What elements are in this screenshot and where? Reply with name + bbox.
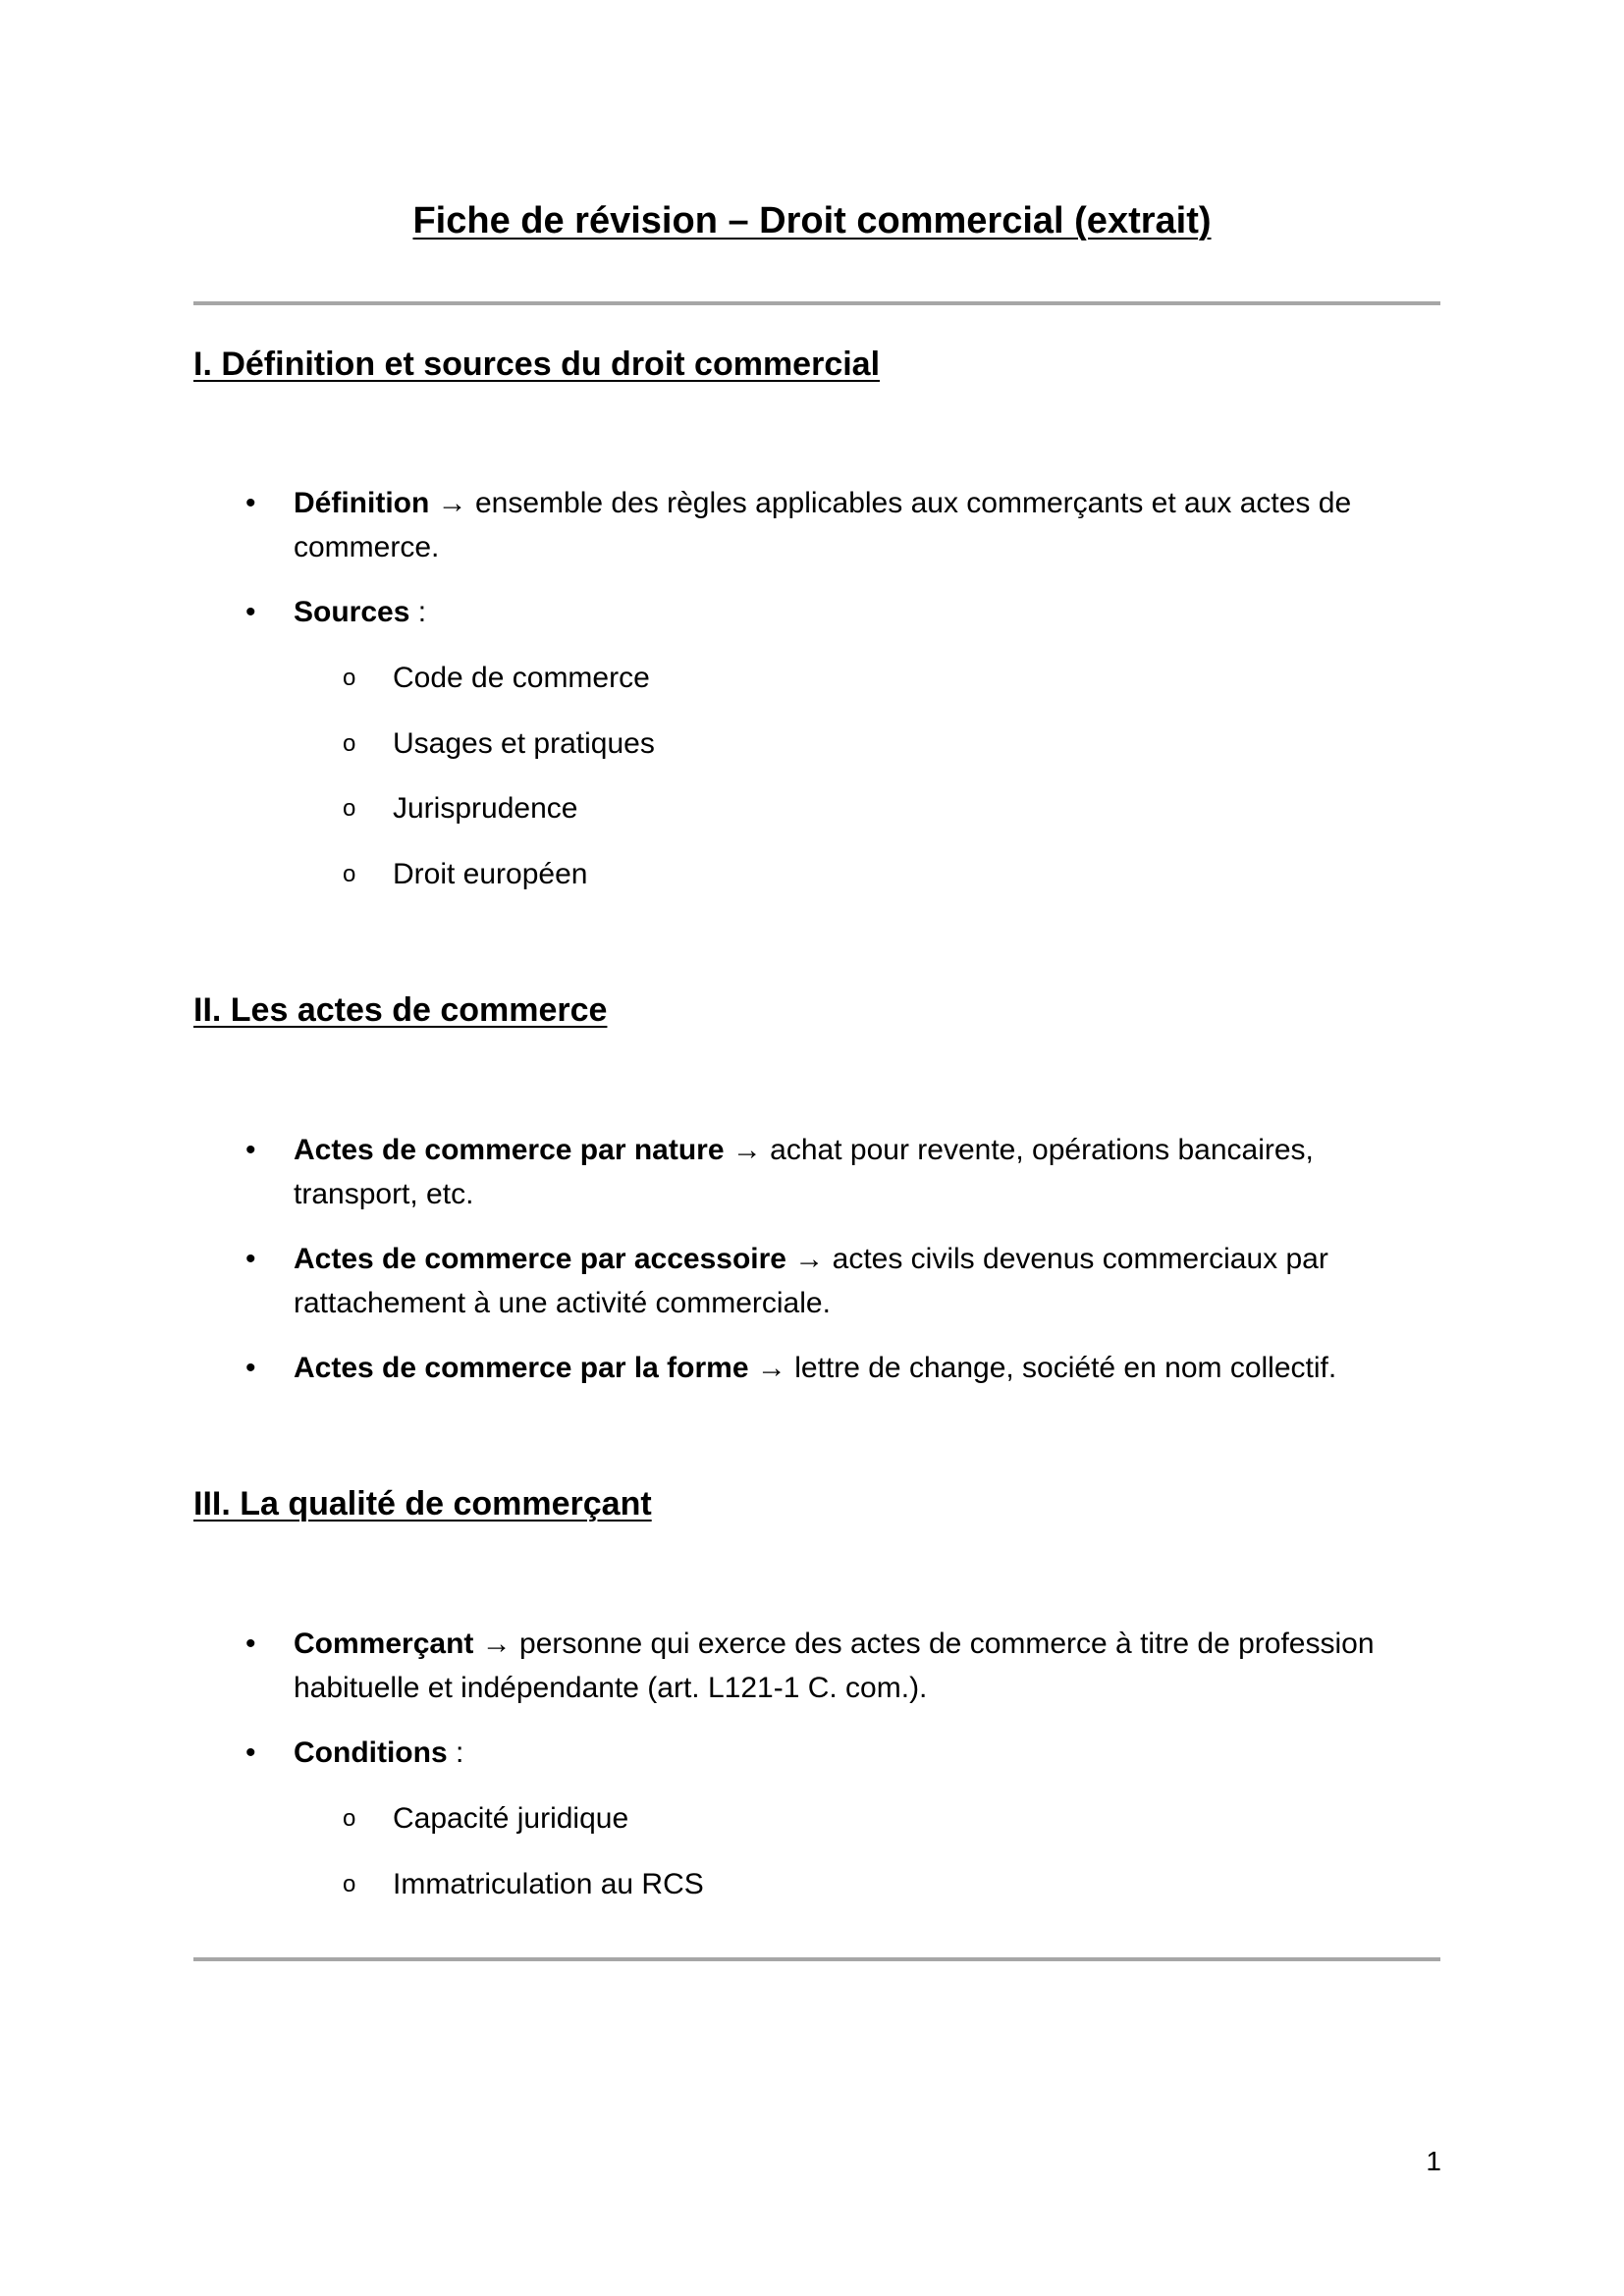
bullet-marker: • — [245, 487, 256, 519]
item-text: : — [409, 596, 427, 628]
list-item-actes-par-accessoire — [245, 1237, 1384, 1325]
bullet-marker: • — [245, 1243, 256, 1275]
page-number: 1 — [1426, 2146, 1441, 2176]
item-text: → achat pour revente, opérations bancaires, transport, etc. — [294, 1134, 1314, 1210]
item-term: Actes de commerce par accessoire — [294, 1243, 786, 1275]
bullet-marker: • — [245, 1628, 256, 1660]
sub-bullet-marker: o — [343, 1805, 356, 1832]
item-term: Sources — [294, 596, 410, 628]
sub-bullet-marker: o — [343, 861, 356, 887]
sub-item-text: Code de commerce — [393, 662, 650, 694]
sub-item-text: Droit européen — [393, 858, 588, 890]
list-item-actes-par-la-forme — [245, 1346, 1384, 1390]
sub-item-text: Usages et pratiques — [393, 727, 655, 760]
item-text: → ensemble des règles applicables aux commerçants et aux actes de commerce. — [294, 487, 1352, 563]
list-item-definition — [245, 481, 1384, 569]
bullet-marker: • — [245, 1134, 256, 1166]
item-term: Conditions — [294, 1736, 448, 1769]
item-text: : — [447, 1736, 464, 1769]
bullet-marker: • — [245, 1736, 256, 1769]
item-text: → lettre de change, société en nom collectif. — [748, 1352, 1337, 1384]
section-heading-definition-sources: I. Définition et sources du droit commercial — [193, 346, 881, 383]
list-item-actes-par-nature — [245, 1128, 1384, 1216]
sub-bullet-marker: o — [343, 730, 356, 757]
list-item-conditions — [245, 1731, 1384, 1775]
document-title: Fiche de révision – Droit commercial (extrait) — [412, 200, 1212, 241]
horizontal-rule-top — [193, 301, 1440, 305]
list-item-commercant — [245, 1622, 1384, 1710]
sub-bullet-marker: o — [343, 1871, 356, 1897]
bullet-marker: • — [245, 596, 256, 628]
list-item-sources — [245, 590, 1384, 634]
item-term: Actes de commerce par la forme — [294, 1352, 749, 1384]
sub-item-text: Immatriculation au RCS — [393, 1868, 704, 1900]
section-heading-actes-de-commerce: II. Les actes de commerce — [193, 991, 608, 1029]
item-term: Actes de commerce par nature — [294, 1134, 725, 1166]
sub-item-text: Jurisprudence — [393, 792, 578, 825]
sub-bullet-marker: o — [343, 795, 356, 822]
item-text: → personne qui exerce des actes de commerce à titre de profession habituelle et indépendante (art. L121-1 C. com.). — [294, 1628, 1375, 1704]
horizontal-rule-bottom — [193, 1957, 1440, 1961]
item-text: → actes civils devenus commerciaux par rattachement à une activité commerciale. — [294, 1243, 1328, 1319]
bullet-marker: • — [245, 1352, 256, 1384]
section-heading-qualite-de-commercant: III. La qualité de commerçant — [193, 1485, 652, 1522]
sub-item-text: Capacité juridique — [393, 1802, 629, 1835]
item-term: Définition — [294, 487, 430, 519]
sub-bullet-marker: o — [343, 665, 356, 691]
item-term: Commerçant — [294, 1628, 474, 1660]
